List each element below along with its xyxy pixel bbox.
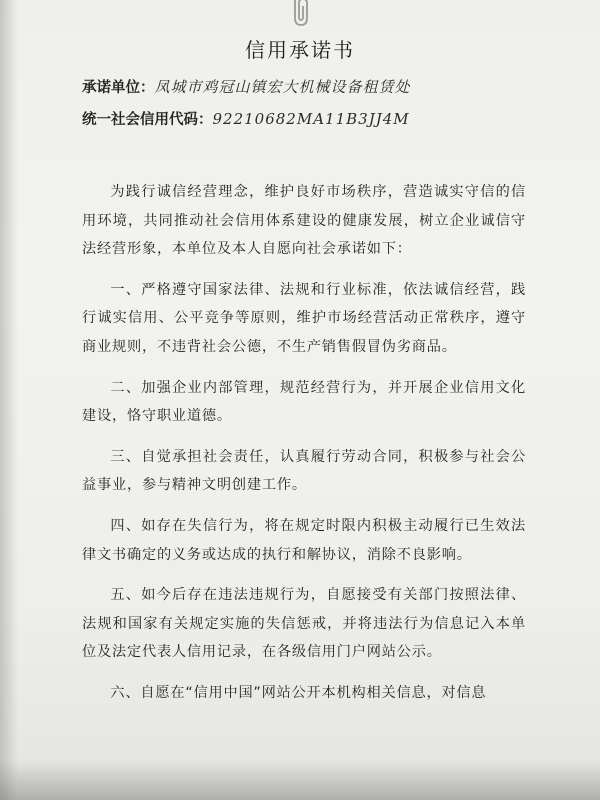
page-edge-shadow [0, 0, 18, 800]
clause-1-paragraph: 一、严格遵守国家法律、法规和行业标准，依法诚信经营，践行诚实信用、公平竞争等原则，维护市场经营活动正常秩序，遵守商业规则，不违背社会公德，不生产销售假冒伪劣商品。 [82, 281, 526, 355]
clause-4-paragraph: 四、如存在失信行为，将在规定时限内积极主动履行已生效法律文书确定的义务或达成的执行和解协议，消除不良影响。 [82, 517, 526, 563]
credit-code-value: 92210682MA11B3JJ4M [212, 110, 410, 128]
document-title: 信用承诺书 [245, 38, 355, 62]
clause-3-paragraph: 三、自觉承担社会责任，认真履行劳动合同，积极参与社会公益事业，参与精神文明创建工作。 [82, 448, 526, 494]
page-bottom-shadow [0, 760, 600, 800]
clause-6-paragraph: 六、自愿在“信用中国”网站公开本机构相关信息，对信息 [110, 684, 487, 701]
intro-paragraph: 为践行诚信经营理念，维护良好市场秩序，营造诚实守信的信用环境，共同推动社会信用体系建设的健康发展，树立企业诚信守法经营形象，本单位及本人自愿向社会承诺如下： [82, 184, 526, 258]
clause-5-paragraph: 五、如今后存在违法违规行为，自愿接受有关部门按照法律、法规和国家有关规定实施的失信惩戒，并将违法行为信息记入本单位及法定代表人信用记录，在各级信用门户网站公示。 [82, 587, 526, 661]
credit-code-label: 统一社会信用代码： [82, 112, 213, 128]
clause-2-paragraph: 二、加强企业内部管理，规范经营行为，并开展企业信用文化建设，恪守职业道德。 [82, 379, 526, 425]
paper-clip-icon [286, 0, 316, 28]
credit-code-line [82, 108, 410, 129]
document-body [82, 178, 526, 720]
pledging-unit-label: 承诺单位： [82, 80, 155, 96]
pledging-unit-value: 凤城市鸡冠山镇宏大机械设备租赁处 [154, 78, 411, 96]
pledging-unit-line [82, 76, 411, 97]
